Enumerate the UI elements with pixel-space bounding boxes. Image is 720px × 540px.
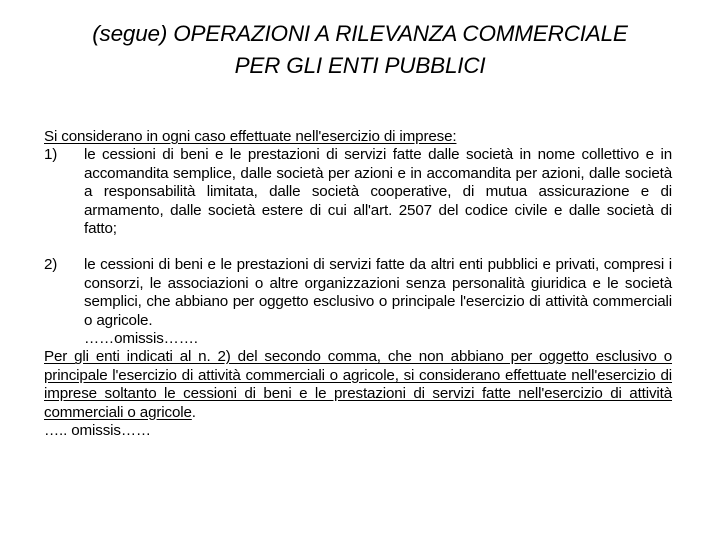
title-line-2: PER GLI ENTI PUBBLICI	[234, 53, 486, 78]
list-item-2	[44, 256, 672, 348]
intro-text: Si considerano in ogni caso effettuate nell'esercizio di imprese:	[44, 128, 457, 145]
list-text-2-block	[84, 256, 672, 348]
list-text-1: le cessioni di beni e le prestazioni di servizi fatte dalle società in nome collettivo e in accomandita semplice, dalle società per azioni e in accomandita per azioni, dalle società a responsabilità limitata, dalle società cooperative, di mutua assicurazione e di armamento, dalle società estere di cui all'art. 2507 del codice civile e dalle società di fatto;	[84, 146, 672, 238]
closing-underlined-text: Per gli enti indicati al n. 2) del secondo comma, che non abbiano per oggetto esclusivo o principale l'esercizio di attività commerciali o agricole, si considerano effettuate nell'esercizio di imprese soltanto le cessioni di beni e le prestazioni di servizi fatte nell'esercizio di attività commerciali o agricole	[44, 348, 672, 421]
spacer	[44, 238, 672, 256]
closing-paragraph	[44, 348, 672, 422]
page-title	[0, 18, 720, 82]
list-omissis-2: ……omissis…….	[84, 330, 198, 348]
list-text-2: le cessioni di beni e le prestazioni di servizi fatte da altri enti pubblici e privati, compresi i consorzi, le associazioni o altre organizzazioni senza personalità giuridica e le società semplici, che abbiano per oggetto esclusivo o principale l'esercizio di attività commerciali o agricole.	[84, 256, 672, 329]
title-line-1: (segue) OPERAZIONI A RILEVANZA COMMERCIALE	[92, 21, 628, 46]
closing-period: .	[191, 403, 196, 421]
final-omissis: ….. omissis……	[44, 422, 151, 440]
list-number-1: 1)	[44, 146, 58, 164]
list-item-1	[44, 146, 672, 238]
list-number-2: 2)	[44, 256, 58, 274]
document-body	[44, 128, 672, 441]
